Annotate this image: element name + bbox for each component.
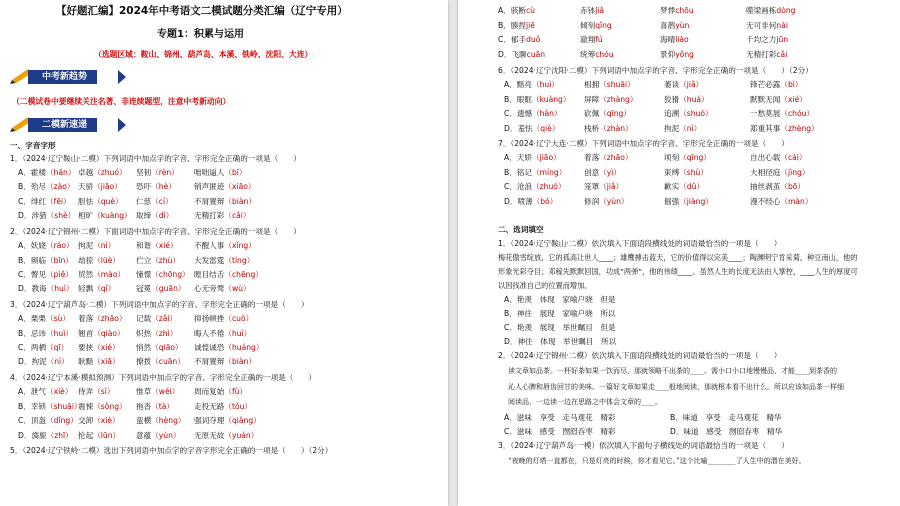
option-word: 创意（yì） <box>584 167 621 177</box>
option-pinyin: （qī） <box>46 343 69 352</box>
option-word: 大发雷霆（tíng） <box>194 255 255 265</box>
option-pinyin: （xié） <box>151 241 178 251</box>
option-word: 冠冕（guān） <box>136 284 186 294</box>
option-pinyin: （chōng） <box>151 269 190 279</box>
option-word: 仁慈（cí） <box>136 196 173 206</box>
option-pinyin: （bīn） <box>46 255 73 265</box>
option-pinyin: （xǐng） <box>224 241 256 251</box>
option-pinyin: （zhì） <box>151 328 178 338</box>
option-pinyin: （bō） <box>780 182 806 191</box>
question-stem: 1．（2024·辽宁鞍山·二模）下列词语中加点字的字音、字形完全正确的一项是（ ） <box>10 154 301 163</box>
option-word: C．沧浪（zhuó） <box>504 182 566 191</box>
option-pinyin: （fù） <box>224 387 248 397</box>
option-pinyin: nài <box>776 20 788 30</box>
option-pinyin: （xié） <box>93 343 120 352</box>
option-word: B．殆尽（zào） <box>18 182 75 192</box>
option-pinyin: （huì） <box>46 284 74 294</box>
section-heading: 一、字音字形 <box>10 141 56 150</box>
option-pinyin: （xié） <box>780 94 807 104</box>
option-word: 大相径庭（jìng） <box>750 167 810 177</box>
option-pinyin: （lüè） <box>93 255 120 265</box>
option-pinyin: （fēi） <box>46 196 71 206</box>
banner-trend: 中考新趋势 <box>28 70 97 84</box>
option-word: 抑扬顿挫（cuò） <box>194 314 254 324</box>
option-word: 不屑置辩（biàn） <box>194 357 256 367</box>
option-pinyin: yùn <box>675 20 690 30</box>
option-word: 澈翔fú <box>580 35 603 44</box>
option-word: 交卸（xiè） <box>78 416 120 426</box>
option-word: B．铭记（míng） <box>504 167 567 177</box>
passage-line: 梅花傲雪绽放，它的孤高让世人____；雄鹰搏击蓝天，它的价值得以完美____；陶渊明宁肯采菊，种豆南山，他的 <box>498 253 858 262</box>
option-word: 不屑置辩（biàn） <box>194 196 256 206</box>
option-pinyin: liào <box>675 35 689 44</box>
passage-line: 阅读品，一边读一边在思路之中体会文章的____。 <box>508 398 662 406</box>
option-pinyin: （wù） <box>224 284 251 294</box>
option-word: 诚惶诚恐（huáng） <box>194 343 264 352</box>
banner-arrow <box>118 118 126 132</box>
banner-arrow <box>118 70 126 84</box>
option-word: 无原无故（yuán） <box>194 430 259 440</box>
option-word: 海晴liào <box>660 35 689 44</box>
option-word: 蛮横（hèng） <box>136 416 186 426</box>
option-pinyin: （jìng） <box>780 167 810 177</box>
option-pinyin: （zhèng） <box>780 123 819 133</box>
option-pinyin: （tóu） <box>224 401 252 411</box>
option-word: D．羞怯（qiè） <box>504 123 560 133</box>
option-pinyin: （tà） <box>151 401 175 411</box>
option-pinyin: chōu <box>675 6 694 15</box>
option-pinyin: （lūn） <box>93 430 121 440</box>
option-pinyin: （ráo） <box>45 241 74 251</box>
option-word: C．遗憾（hàn） <box>504 109 562 118</box>
option-word: 惟草（wéi） <box>136 387 180 397</box>
option-pinyin: （shuāi） <box>599 80 635 89</box>
option-word: 憧憬（chōng） <box>136 269 190 279</box>
option-word: 伫立（zhù） <box>136 255 180 265</box>
option-pinyin: （yì） <box>599 167 621 177</box>
option-pinyin: （zào） <box>46 182 75 192</box>
trend-note: （二模试卷中要继续关注名著、非连续题型，注意中考新动向） <box>12 97 231 106</box>
option-pinyin: jiē <box>526 20 535 30</box>
answer-option: A．艳羡 体现 家喻户晓 但是 <box>504 295 616 304</box>
question-stem: 2．（2024·辽宁锦州·二模）依次填入下面语段横线处的词语最恰当的一项是（ ） <box>498 351 782 360</box>
option-word: 漫不经心（màn） <box>750 196 813 206</box>
option-word: 相旷（kuàng） <box>78 211 132 221</box>
option-pinyin: （huì） <box>46 328 73 338</box>
option-pinyin: （cǎi） <box>224 211 251 221</box>
option-pinyin: （cí） <box>151 196 173 206</box>
option-pinyin: （huá） <box>679 94 709 104</box>
option-word: D．飞聊cuān <box>498 49 546 59</box>
option-word: B．眼眶（kuàng） <box>504 94 571 104</box>
question-stem: 6．（2024·辽宁沈阳·二模）下列词语中加点字的字音、字形完全正确的一项是（ ）（2分） <box>498 66 813 75</box>
option-pinyin: （jiǎ） <box>599 182 624 191</box>
passage-line: 形象光彩夺目；邓稼先默默回国，功成“两弹”，他的伟绩____。虽然人生的长度无法由人掌控，____人生的厚度可 <box>498 267 858 276</box>
option-word: B．腠捏jiē <box>498 20 535 30</box>
option-word: 撩拨（cuān） <box>136 357 185 367</box>
option-pinyin: （zhàng） <box>599 94 638 104</box>
option-word: 倾刻qǐng <box>580 20 612 30</box>
option-pinyin: （xiè） <box>45 387 73 397</box>
option-pinyin: （yùn） <box>151 430 181 440</box>
passage-line: 读文章如品茶。一杯好茶如果一饮而尽，那就领略不出茶的____。需小口小口地慢慢品，才能____到茶香的 <box>508 367 837 375</box>
option-pinyin: （qīng） <box>599 109 631 118</box>
option-pinyin: （zhāo） <box>93 314 127 324</box>
option-word: 赤钵jiǎ <box>580 6 605 15</box>
option-word: 栈桥（zhàn） <box>584 123 633 133</box>
option-word: 追溯（shuò） <box>664 109 713 118</box>
left-page <box>0 0 448 506</box>
option-pinyin: （zǎi） <box>151 314 178 324</box>
option-word: 倔强（jiàng） <box>664 196 713 206</box>
option-pinyin: （cuò） <box>224 314 254 324</box>
option-pinyin: （zhuó） <box>93 168 127 177</box>
option-word: 心无旁骛（wù） <box>194 284 251 294</box>
question-stem: 2．（2024·辽宁锦州·二模）下面词语中加点字的字音、字形完全正确的一项是（ ） <box>10 227 301 237</box>
option-word: C．两栖（qī） <box>18 343 69 352</box>
option-word: 拘泥（nì） <box>78 241 116 251</box>
option-word: 着落（zhāo） <box>78 314 127 324</box>
document-title: 【好题汇编】2024年中考语文二模试题分类汇编（辽宁专用） <box>56 5 348 17</box>
option-word: A．霍楼（hán） <box>18 168 76 177</box>
option-pinyin: （chóu） <box>780 109 815 118</box>
option-pinyin: （míng） <box>532 167 567 177</box>
section-subtitle: 专题1：积累与运用 <box>157 29 244 40</box>
section-heading: 二、选词填空 <box>498 225 544 234</box>
option-word: 无精打彩cǎi <box>746 49 788 59</box>
option-pinyin: （shù） <box>679 167 708 177</box>
option-pinyin: （xiā） <box>93 357 120 367</box>
option-pinyin: （hè） <box>151 182 176 192</box>
option-word: 周而复始（fù） <box>194 387 248 397</box>
option-pinyin: （màn） <box>780 196 813 206</box>
option-word: 自出心载（cái） <box>750 153 807 162</box>
option-pinyin: （nì） <box>46 357 69 367</box>
option-word: 意蕴（yùn） <box>136 430 181 440</box>
question-stem: 7．（2024·辽宁大连·二模）下列词语中加点字的字音、字形完全正确的一项是（ ） <box>498 139 789 148</box>
option-word: 销声匿迹（xiāo） <box>194 182 256 192</box>
option-pinyin: （huì） <box>531 80 559 89</box>
passage-line: “夜晚的灯塔一直都在，只是灯亮的时候，你才看见它。”这个比喻________了人生中的潜在美好。 <box>508 456 806 465</box>
answer-option: C．滋味 感受 囫囵吞枣 精彩 <box>504 426 616 436</box>
option-pinyin: （kuàng） <box>93 211 132 221</box>
option-word: 拘泥（nì） <box>664 123 702 133</box>
option-word: 胆怯（què） <box>78 196 123 206</box>
option-word: A．泄气（xiè） <box>18 387 73 397</box>
option-word: 景仰yǒng <box>660 49 694 59</box>
option-word: 炽热（zhì） <box>136 328 178 338</box>
option-word: 悄然（qiāo） <box>136 343 183 352</box>
option-pinyin: （dǔ） <box>679 182 705 191</box>
option-pinyin: （què） <box>93 196 123 206</box>
option-word: 一愁莫展（chóu） <box>750 109 815 118</box>
option-word: 锋芒必露（bì） <box>750 80 803 89</box>
option-pinyin: （nì） <box>679 123 702 133</box>
option-word: 喜鹊yùn <box>660 20 690 30</box>
option-pinyin: duǒ <box>526 35 541 44</box>
option-word: 耿黯（xiā） <box>78 357 120 367</box>
option-word: 无精打彩（cǎi） <box>194 211 251 221</box>
option-pinyin: （jiàng） <box>679 196 713 206</box>
banner-new: 二模新速递 <box>28 118 97 132</box>
option-pinyin: chóu <box>595 49 614 59</box>
option-word: 着落（zhāo） <box>584 153 633 162</box>
option-pinyin: （piě） <box>46 269 73 279</box>
option-word: C．顶盔（dǐng） <box>18 416 78 426</box>
option-word: 歉实（dǔ） <box>664 182 705 191</box>
option-pinyin: yǒng <box>675 49 694 59</box>
option-word: 记载（zǎi） <box>136 314 178 324</box>
option-word: A．栗栗（sù） <box>18 314 70 324</box>
option-pinyin: cǎi <box>776 49 788 59</box>
option-pinyin: （hàn） <box>532 109 562 118</box>
option-word: 侍弄（sì） <box>78 387 115 397</box>
option-pinyin: （biàn） <box>224 357 256 367</box>
option-pinyin: （mào） <box>93 269 126 279</box>
option-pinyin: （bī） <box>224 168 247 177</box>
option-word: 郑重其事（zhèng） <box>750 123 819 133</box>
option-pinyin: jiǎ <box>595 6 605 15</box>
option-word: D．教诲（huì） <box>18 284 74 294</box>
option-word: 拖沓（tà） <box>136 401 175 411</box>
option-word: 抡起（lūn） <box>78 430 121 440</box>
option-pinyin: （huáng） <box>224 343 264 352</box>
option-word: 噬梁画栋dòng <box>746 6 796 15</box>
option-pinyin: （qǐ） <box>93 284 116 294</box>
option-pinyin: jūn <box>776 35 789 44</box>
option-pinyin: （shuāi） <box>46 401 82 411</box>
option-word: 轻飘（qǐ） <box>78 284 116 294</box>
option-word: B．频临（bīn） <box>18 255 73 265</box>
option-pinyin: fú <box>595 35 603 44</box>
option-word: D．旖旎（zhī） <box>18 430 73 440</box>
option-pinyin: （nì） <box>93 241 116 251</box>
option-pinyin: （dì） <box>151 211 174 221</box>
option-pinyin: （jiāo） <box>93 182 122 192</box>
option-pinyin: （bì） <box>780 80 803 89</box>
answer-option: D．神往 体现 举世瞩目 所以 <box>504 337 617 346</box>
option-word: 不醒人事（xǐng） <box>194 241 256 251</box>
option-pinyin: （jiāo） <box>531 153 561 162</box>
option-pinyin: （qiào） <box>93 328 125 338</box>
option-pinyin: （sù） <box>45 314 70 324</box>
option-pinyin: （huì） <box>224 328 252 338</box>
option-pinyin: （dǐng） <box>46 416 78 426</box>
option-pinyin: cù <box>525 6 535 15</box>
option-pinyin: （chēng） <box>224 269 263 279</box>
option-pinyin: （qiǎng） <box>224 416 261 426</box>
option-pinyin: qǐng <box>595 20 612 30</box>
option-word: A．妖娆（ráo） <box>18 241 74 251</box>
option-word: 束缚（shù） <box>664 167 708 177</box>
right-page <box>458 0 900 506</box>
option-pinyin: cuān <box>526 49 546 59</box>
option-word: C．瞥见（piě） <box>18 269 73 279</box>
question-stem: 5．（2024·辽宁铁岭·二模）选出下列词语中加点字的字音字形完全正确的一项是（ ）（2分） <box>10 446 333 456</box>
option-pinyin: （sì） <box>93 387 115 397</box>
option-word: 震悚（sǒng） <box>78 401 127 411</box>
option-pinyin: （qiè） <box>532 123 560 133</box>
option-word: D．涉猎（shè） <box>18 211 76 221</box>
option-word: 劫掠（lüè） <box>78 255 120 265</box>
question-stem: 3．（2024·辽宁葫芦岛·二模）下列词语中加点字的字音、字形完全正确的一项是（ ） <box>10 300 309 310</box>
option-word: 恐吓（hè） <box>136 182 176 192</box>
option-pinyin: dòng <box>776 6 796 15</box>
option-word: 千均之力jūn <box>746 35 789 44</box>
option-word: 修润（yùn） <box>584 196 629 206</box>
passage-line: 沁人心脾和唇齿回甘的美味。一篇好文章如果走____般地阅读，那就根本看不出什么。所以应该如品茶一样细 <box>508 382 844 391</box>
option-pinyin: （guān） <box>151 284 186 294</box>
option-pinyin: （cái） <box>780 153 807 162</box>
option-pinyin: （rèn） <box>151 168 179 177</box>
option-word: D．喷薄（bó） <box>504 196 558 206</box>
option-word: 顷刻（qīng） <box>664 153 711 162</box>
option-pinyin: （yuán） <box>224 430 259 440</box>
option-word: 屏障（zhàng） <box>584 94 638 104</box>
option-pinyin: （tíng） <box>224 255 255 265</box>
option-word: A．黯亮（huì） <box>504 80 559 89</box>
option-pinyin: （zhāo） <box>599 153 633 162</box>
option-word: C．郁手duǒ <box>498 35 541 44</box>
option-word: 和谐（xié） <box>136 241 178 251</box>
option-pinyin: （xiè） <box>93 416 120 426</box>
region-note: （选题区域：鞍山、锦州、葫芦岛、本溪、铁岭、沈阳、大连） <box>94 50 313 59</box>
option-word: 天骄（jiāo） <box>78 182 122 192</box>
option-pinyin: （jiǎ） <box>679 80 704 89</box>
option-word: 狡猾（huá） <box>664 94 709 104</box>
option-pinyin: （wéi） <box>151 387 180 397</box>
option-word: 走投无路（tóu） <box>194 401 252 411</box>
option-word: 统筹chóu <box>580 49 614 59</box>
option-pinyin: （shuò） <box>679 109 713 118</box>
option-pinyin: （zhù） <box>151 255 180 265</box>
answer-option: C．艳羡 展现 举世瞩目 但是 <box>504 323 616 332</box>
option-word: 翘首（qiào） <box>78 328 125 338</box>
option-word: 坚韧（rèn） <box>136 168 179 177</box>
answer-option: A．滋味 享受 走马观花 精彩 <box>504 412 616 422</box>
question-stem: 3．（2024·辽宁葫芦岛·一模）依次填入下面句子横线处的词语最恰当的一项是（ ） <box>498 440 789 450</box>
option-word: D．拘泥（nì） <box>18 357 69 367</box>
option-word: 取缔（dì） <box>136 211 174 221</box>
option-word: 默默无闻（xié） <box>750 94 807 104</box>
option-word: 卓越（zhuó） <box>78 168 127 177</box>
option-pinyin: （bó） <box>532 196 558 206</box>
option-word: A．天娇（jiāo） <box>504 153 561 162</box>
option-pinyin: （zhuó） <box>532 182 566 191</box>
option-word: B．忌讳（huì） <box>18 328 73 338</box>
option-word: 晦人不倦（huì） <box>194 328 252 338</box>
passage-line: 以因找准自己的位置而增加。 <box>498 281 592 290</box>
option-pinyin: （yùn） <box>599 196 629 206</box>
option-word: 无可非何nài <box>746 20 788 30</box>
answer-option: D．味道 感受 囫囵吞枣 精华 <box>670 426 783 436</box>
option-word: 要挟（xié） <box>78 343 120 352</box>
option-pinyin: （hèng） <box>151 416 186 426</box>
option-pinyin: （kuàng） <box>532 94 571 104</box>
option-pinyin: （cuān） <box>151 357 185 367</box>
option-word: 贸然（mào） <box>78 269 126 279</box>
option-word: 萎谈（jiǎ） <box>664 80 704 89</box>
question-stem: 4．（2024·辽宁本溪·模拟预测）下列词语中加点字的字音、字形完全正确的一项是（ ） <box>10 373 317 383</box>
option-word: 抽丝剥茧（bō） <box>750 182 806 191</box>
option-word: A．骇断cù <box>498 6 535 15</box>
option-word: 瞠目结舌（chēng） <box>194 269 263 279</box>
option-pinyin: （qīng） <box>679 153 711 162</box>
option-pinyin: （zhàn） <box>599 123 633 133</box>
option-word: 梦悸chōu <box>660 6 694 15</box>
option-word: B．幸锁（shuāi） <box>18 401 82 411</box>
question-stem: 1．（2024·辽宁鞍山·二模）依次填入下面语段横线处的词语最恰当的一项是（ ） <box>498 239 782 248</box>
option-word: 笼罩（jiǎ） <box>584 182 624 191</box>
option-pinyin: （qiāo） <box>151 343 183 352</box>
option-pinyin: （biàn） <box>224 196 256 206</box>
answer-option: B．味道 享受 走马观花 精华 <box>670 412 782 422</box>
option-word: C．绯红（fēi） <box>18 196 71 206</box>
answer-option: B．神往 展现 家喻户晓 所以 <box>504 309 616 318</box>
option-pinyin: （shè） <box>46 211 76 221</box>
option-word: 相拥（shuāi） <box>584 80 635 89</box>
option-pinyin: （xiāo） <box>224 182 256 192</box>
option-pinyin: （sǒng） <box>93 401 127 411</box>
option-word: 砍佩（qīng） <box>584 109 631 118</box>
option-pinyin: （hán） <box>45 168 76 177</box>
option-word: 咄咄逼人（bī） <box>194 168 247 177</box>
option-pinyin: （zhī） <box>46 430 73 440</box>
option-word: 强词夺理（qiǎng） <box>194 416 261 426</box>
